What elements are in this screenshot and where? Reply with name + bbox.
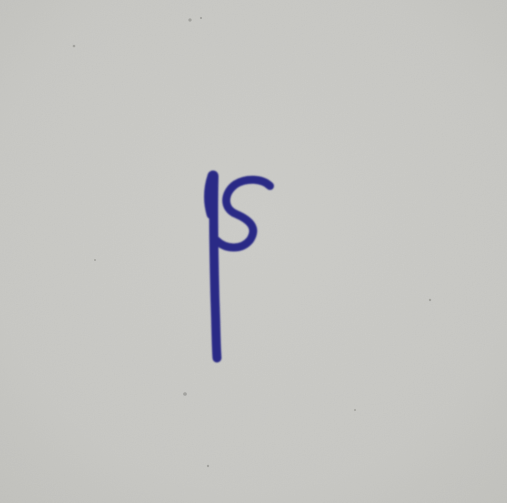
glyph-stem-top	[209, 176, 213, 214]
